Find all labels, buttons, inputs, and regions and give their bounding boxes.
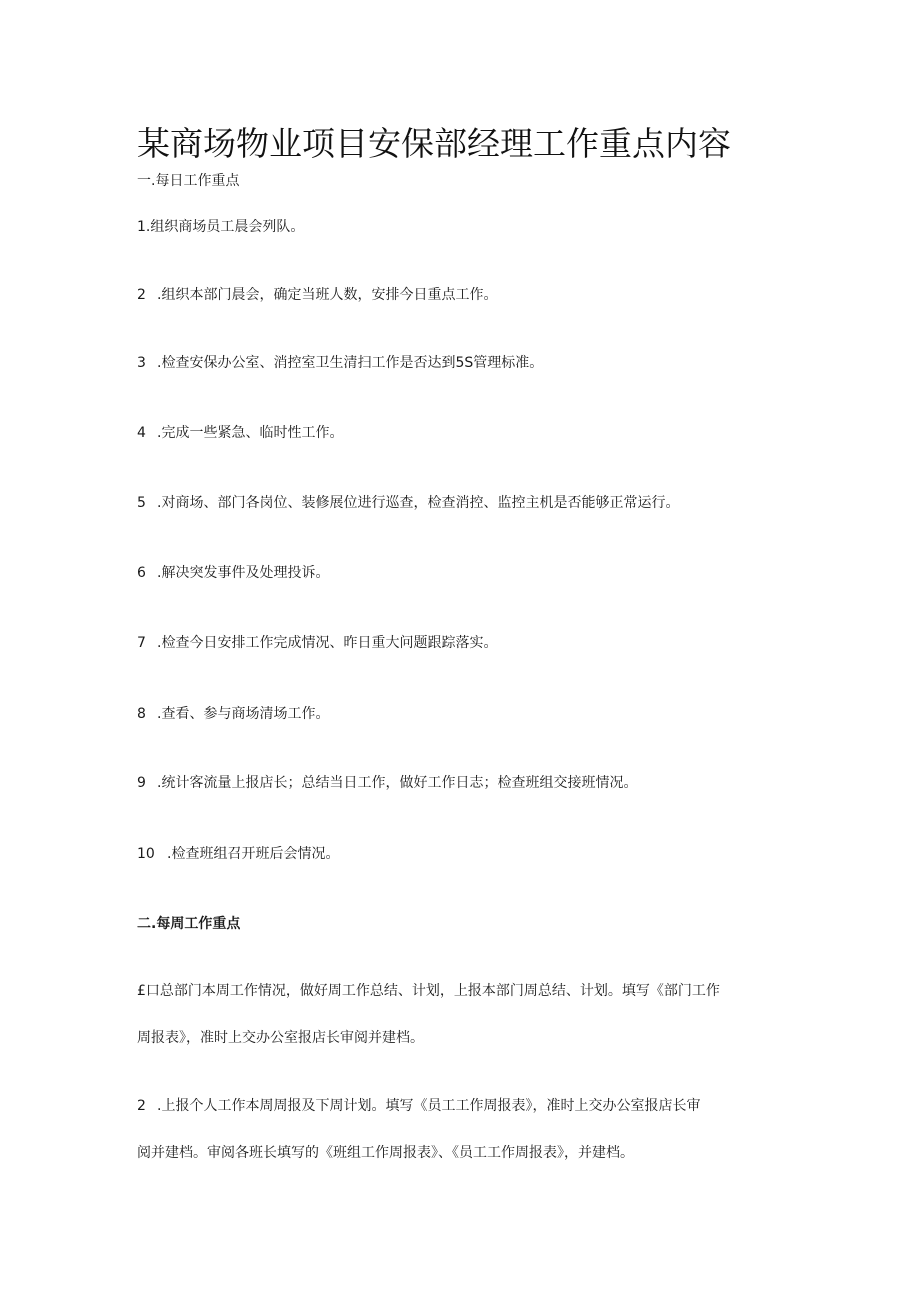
- section-heading-weekly: 二.每周工作重点: [137, 916, 241, 932]
- daily-item: [137, 773, 637, 793]
- item-number: 6: [137, 565, 146, 581]
- item-number: 5: [137, 495, 146, 511]
- daily-item: [137, 844, 339, 864]
- item-text: .完成一些紧急、临时性工作。: [157, 425, 344, 441]
- item-text: .解决突发事件及处理投诉。: [157, 565, 330, 581]
- item-text: .统计客流量上报店长；总结当日工作，做好工作日志；检查班组交接班情况。: [157, 775, 638, 791]
- item-text: .检查班组召开班后会情况。: [167, 846, 340, 862]
- item-text: .上报个人工作本周周报及下周计划。填写《员工工作周报表》，准时上交办公室报店长审: [157, 1098, 701, 1114]
- daily-item: [137, 633, 497, 653]
- daily-item: [137, 423, 343, 443]
- item-number: 8: [137, 706, 146, 722]
- daily-item: [137, 353, 543, 373]
- item-text: .对商场、部门各岗位、装修展位进行巡查，检查消控、监控主机是否能够正常运行。: [157, 495, 680, 511]
- item-number: 2: [137, 287, 146, 303]
- weekly-item-2-line-1: [137, 1096, 700, 1116]
- item-text: .组织本部门晨会，确定当班人数，安排今日重点工作。: [157, 287, 498, 303]
- daily-item-1: 1.组织商场员工晨会列队。: [137, 219, 305, 235]
- section-heading-daily: 一.每日工作重点: [137, 173, 240, 189]
- item-text: .检查安保办公室、消控室卫生清扫工作是否达到5S管理标准。: [157, 355, 544, 371]
- item-number: 3: [137, 355, 146, 371]
- item-number: 9: [137, 775, 146, 791]
- item-number: 7: [137, 635, 146, 651]
- item-text: .检查今日安排工作完成情况、昨日重大问题跟踪落实。: [157, 635, 498, 651]
- item-number: 4: [137, 425, 146, 441]
- item-number: 2: [137, 1098, 146, 1114]
- daily-item: [137, 285, 497, 305]
- weekly-item-1-line-2: 周报表》，准时上交办公室报店长审阅并建档。: [137, 1030, 424, 1046]
- weekly-item-1-line-1: £口总部门本周工作情况，做好周工作总结、计划，上报本部门周总结、计划。填写《部门工作: [137, 983, 720, 999]
- daily-item: [137, 704, 329, 724]
- weekly-item-2-line-2: 阅并建档。审阅各班长填写的《班组工作周报表》、《员工工作周报表》，并建档。: [137, 1145, 634, 1161]
- item-text: .查看、参与商场清场工作。: [157, 706, 330, 722]
- item-number: 10: [137, 846, 155, 862]
- document-title: 某商场物业项目安保部经理工作重点内容: [137, 124, 731, 163]
- daily-item: [137, 563, 329, 583]
- daily-item: [137, 493, 679, 513]
